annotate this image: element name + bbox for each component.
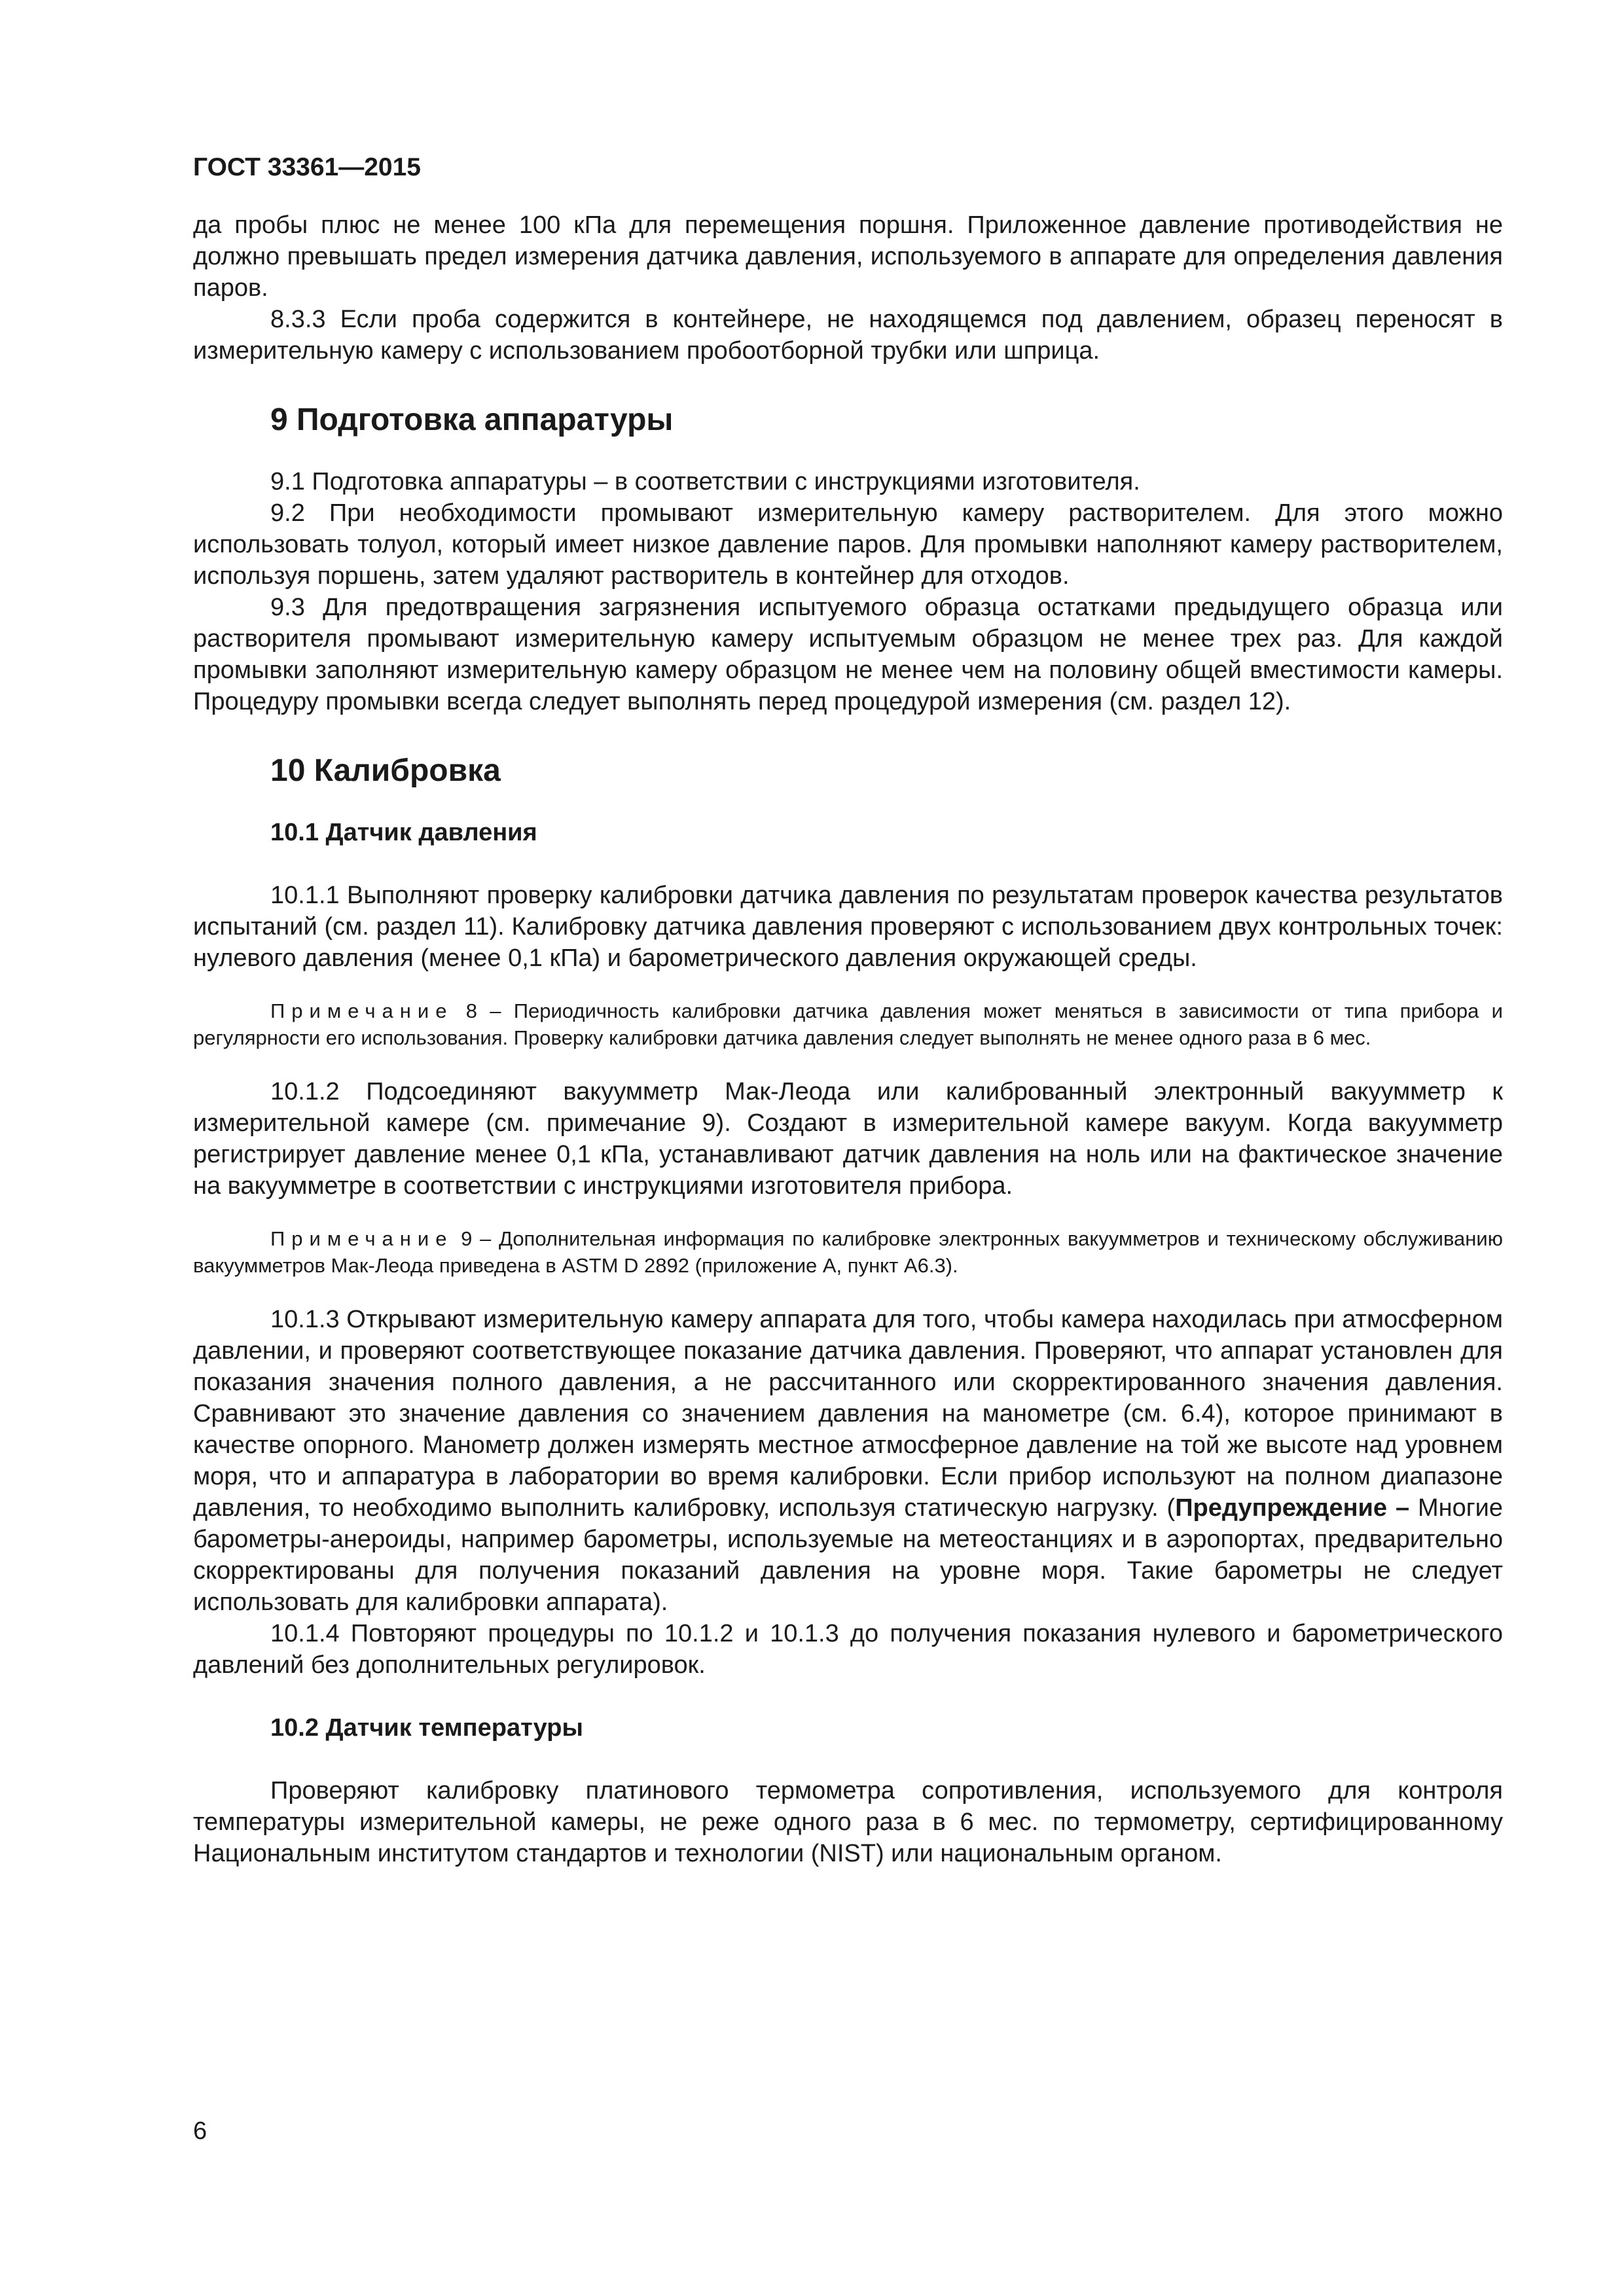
document-header: ГОСТ 33361—2015 — [193, 153, 421, 181]
paragraph-8-3-2-continuation: да пробы плюс не менее 100 кПа для перемещения поршня. Приложенное давление противодействия не должно превышать предел измерения датчика давления, используемого в аппарате для определения давления паров. — [193, 211, 1503, 302]
note-8 — [193, 997, 1503, 1051]
paragraph-10-1-1: 10.1.1 Выполняют проверку калибровки датчика давления по результатам проверок качества результатов испытаний (см. раздел 11). Калибровку датчика давления проверяют с использованием двух контрольных точек: нулевого давления (менее 0,1 кПа) и барометрического давления окружающей среды. — [193, 882, 1503, 972]
paragraph-10-2: Проверяют калибровку платинового термометра сопротивления, используемого для контроля температуры измерительной камеры, не реже одного раза в 6 мес. по термометру, сертифицированному Национальным институтом стандартов и технологии (NIST) или национальным органом. — [193, 1777, 1503, 1867]
warning-label: Предупреждение – — [1175, 1494, 1410, 1522]
note-9-label: Примечание — [270, 1227, 454, 1250]
section-10-heading: 10 Калибровка — [270, 753, 501, 788]
paragraph-10-1-3-text-b: Многие барометры-анероиды, например барометры, используемые на метеостанциях и в аэропортах, предварительно скорректированы для получения показаний давления на уровне моря. Такие барометры не следует использовать для калибровки аппарата). — [193, 1494, 1503, 1616]
paragraph-10-1-2: 10.1.2 Подсоединяют вакуумметр Мак-Леода или калиброванный электронный вакуумметр к измерительной камере (см. примечание 9). Создают в измерительной камере вакуум. Когда вакуумметр регистрирует давление менее 0,1 кПа, устанавливают датчик давления на ноль или на фактическое значение на вакуумметре в соответствии с инструкциями изготовителя прибора. — [193, 1078, 1503, 1200]
note-9-text: 9 – Дополнительная информация по калибровке электронных вакуумметров и техническому обслуживанию вакуумметров Мак-Леода приведена в ASTM D 2892 (приложение А, пункт А6.3). — [193, 1227, 1503, 1277]
page-number: 6 — [193, 2117, 208, 2145]
paragraph-10-1-3-text-a: 10.1.3 Открывают измерительную камеру аппарата для того, чтобы камера находилась при атмосферном давлении, и проверяют соответствующее показание датчика давления. Проверяют, что аппарат установлен для показания значения полного давления, а не рассчитанного или скорректированного значения давления. Сравнивают это значение давления со значением давления на манометре (см. 6.4), которое принимают в качестве опорного. Манометр должен измерять местное атмосферное давление на той же высоте над уровнем моря, что и аппаратура в лаборатории во время калибровки. Если прибор используют на полном диапазоне давления, то необходимо выполнить калибровку, используя статическую нагрузку. ( — [193, 1306, 1503, 1522]
paragraph-9-1: 9.1 Подготовка аппаратуры – в соответствии с инструкциями изготовителя. — [270, 468, 1140, 495]
subsection-10-2-heading: 10.2 Датчик температуры — [270, 1714, 583, 1742]
note-8-label: Примечание — [270, 999, 454, 1022]
paragraph-10-1-4: 10.1.4 Повторяют процедуры по 10.1.2 и 10.1.3 до получения показания нулевого и барометрического давлений без дополнительных регулировок. — [193, 1620, 1503, 1679]
section-9-heading: 9 Подготовка аппаратуры — [270, 403, 674, 437]
paragraph-8-3-3: 8.3.3 Если проба содержится в контейнере, не находящемся под давлением, образец переносят в измерительную камеру с использованием пробоотборной трубки или шприца. — [193, 306, 1503, 365]
subsection-10-1-heading: 10.1 Датчик давления — [270, 819, 537, 846]
paragraph-9-3: 9.3 Для предотвращения загрязнения испытуемого образца остатками предыдущего образца или растворителя промывают измерительную камеру испытуемым образцом не менее трех раз. Для каждой промывки заполняют измерительную камеру образцом не менее чем на половину общей вместимости камеры. Процедуру промывки всегда следует выполнять перед процедурой измерения (см. раздел 12). — [193, 594, 1503, 715]
document-page — [193, 152, 1503, 1869]
note-9 — [193, 1225, 1503, 1279]
paragraph-9-2: 9.2 При необходимости промывают измерительную камеру растворителем. Для этого можно использовать толуол, который имеет низкое давление паров. Для промывки наполняют камеру растворителем, используя поршень, затем удаляют растворитель в контейнер для отходов. — [193, 499, 1503, 590]
note-8-text: 8 – Периодичность калибровки датчика давления может меняться в зависимости от типа прибора и регулярности его использования. Проверку калибровки датчика давления следует выполнять не менее одного раза в 6 мес. — [193, 999, 1503, 1049]
paragraph-10-1-3 — [193, 1304, 1503, 1618]
